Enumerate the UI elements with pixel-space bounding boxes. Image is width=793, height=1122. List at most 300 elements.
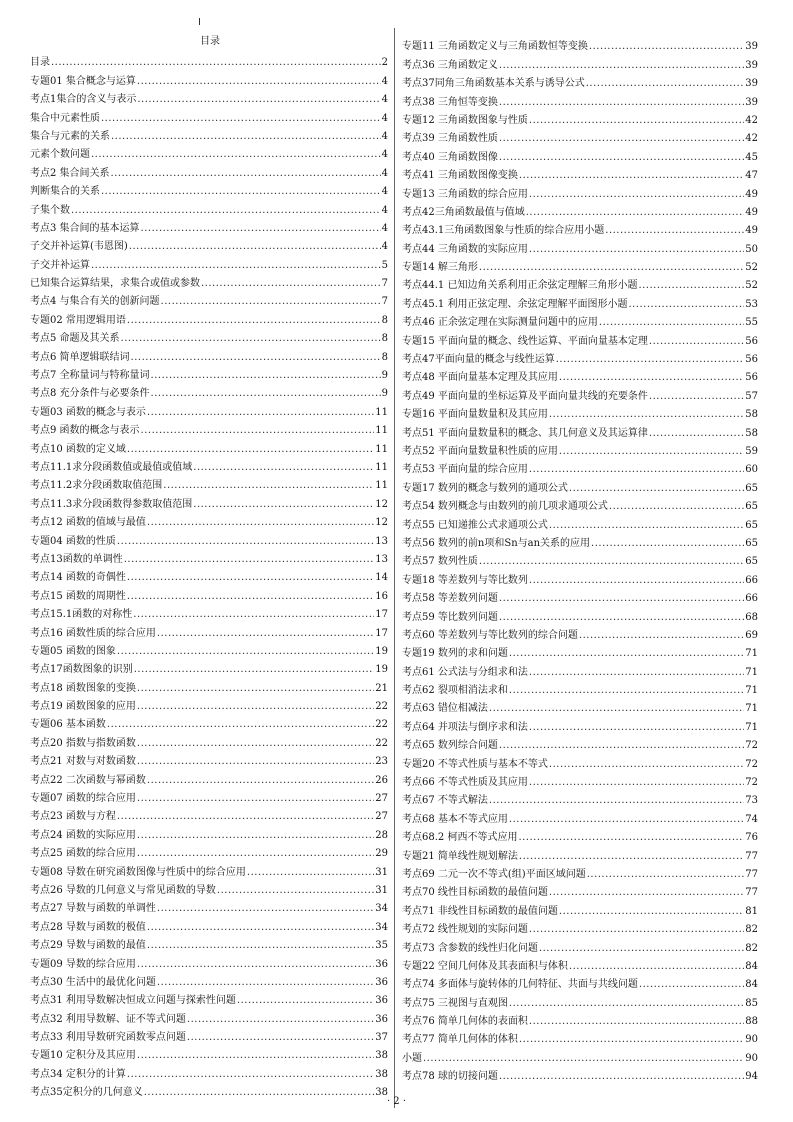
toc-entry-page: 27 [375, 811, 388, 823]
toc-entry[interactable] [402, 366, 758, 384]
toc-entry-title: 专题02 常用逻辑用语 [30, 314, 126, 326]
toc-entry-title: 考点33 利用导数研究函数零点问题 [30, 1032, 186, 1044]
toc-leader-dots [638, 280, 744, 292]
toc-entry[interactable] [30, 106, 388, 124]
toc-entry-title: 考点68.2 柯西不等式应用 [402, 832, 518, 844]
toc-entry[interactable] [402, 624, 758, 642]
toc-entry-title: 考点31 利用导数解决恒成立问题与探索性问题 [30, 995, 236, 1007]
toc-entry[interactable] [30, 492, 388, 510]
toc-entry[interactable] [402, 991, 758, 1009]
toc-entry-title: 考点30 生活中的最优化问题 [30, 976, 156, 988]
toc-entry[interactable] [30, 437, 388, 455]
toc-leader-dots [117, 646, 374, 658]
toc-entry-title: 考点3 集合间的基本运算 [30, 222, 140, 234]
toc-entry-page: 21 [375, 682, 388, 694]
header-mark [199, 18, 200, 25]
toc-entry[interactable] [30, 400, 388, 418]
toc-entry[interactable] [402, 1010, 758, 1028]
toc-leader-dots [187, 1014, 374, 1026]
toc-entry-page: 4 [381, 186, 388, 198]
toc-leader-dots [605, 225, 744, 237]
toc-leader-dots [499, 1071, 744, 1083]
toc-entry-page: 4 [381, 167, 388, 179]
toc-leader-dots [127, 1069, 374, 1081]
toc-entry-title: 考点63 错位相减法 [402, 703, 488, 715]
toc-entry-page: 42 [745, 114, 758, 126]
toc-entry-page: 65 [745, 501, 758, 513]
toc-entry-title: 专题13 三角函数的综合应用 [402, 188, 528, 200]
toc-entry[interactable] [30, 879, 388, 897]
toc-entry-page: 17 [375, 609, 388, 621]
toc-entry-title: 专题17 数列的概念与数列的通项公式 [402, 482, 568, 494]
toc-entry[interactable] [30, 327, 388, 345]
toc-entry[interactable] [402, 201, 758, 219]
toc-entry-title: 考点7 全称量词与特称量词 [30, 370, 150, 382]
toc-entry[interactable] [30, 768, 388, 786]
toc-leader-dots [529, 924, 744, 936]
toc-entry-title: 考点46 正余弦定理在实际测量问题中的应用 [402, 317, 598, 329]
toc-entry-page: 39 [745, 96, 758, 108]
toc-leader-dots [157, 977, 374, 989]
toc-entry[interactable] [30, 897, 388, 915]
toc-entry-title: 考点16 函数性质的综合应用 [30, 627, 156, 639]
toc-leader-dots [589, 41, 744, 53]
toc-entry[interactable] [402, 53, 758, 71]
toc-entry[interactable] [402, 826, 758, 844]
toc-entry-page: 8 [381, 351, 388, 363]
toc-entry[interactable] [30, 308, 388, 326]
toc-entry[interactable] [30, 640, 388, 658]
toc-entry[interactable] [402, 219, 758, 237]
toc-entry[interactable] [30, 180, 388, 198]
toc-entry-title: 专题01 集合概念与运算 [30, 75, 136, 87]
toc-entry-title: 考点27 导数与函数的单调性 [30, 903, 156, 915]
toc-entry-page: 4 [381, 204, 388, 216]
toc-entry[interactable] [402, 734, 758, 752]
toc-entry-title: 考点58 等差数列问题 [402, 593, 498, 605]
toc-entry[interactable] [402, 863, 758, 881]
toc-leader-dots [509, 814, 744, 826]
toc-entry[interactable] [30, 1062, 388, 1080]
toc-leader-dots [586, 78, 745, 90]
toc-entry[interactable] [402, 605, 758, 623]
toc-entry[interactable] [402, 164, 758, 182]
toc-entry[interactable] [30, 217, 388, 235]
toc-entry-title: 考点37同角三角函数基本关系与诱导公式 [402, 78, 585, 90]
toc-leader-dots [529, 464, 744, 476]
toc-entry-title: 考点44 三角函数的实际应用 [402, 243, 528, 255]
toc-entry[interactable] [402, 35, 758, 53]
toc-leader-dots [499, 612, 744, 624]
toc-entry-title: 考点72 线性规划的实际问题 [402, 924, 528, 936]
toc-entry[interactable] [402, 1065, 758, 1083]
toc-entry[interactable] [402, 955, 758, 973]
toc-entry-page: 45 [745, 151, 758, 163]
toc-leader-dots [579, 630, 744, 642]
toc-entry[interactable] [402, 421, 758, 439]
toc-entry[interactable] [402, 844, 758, 862]
toc-entry-page: 77 [745, 887, 758, 899]
toc-entry-page: 34 [375, 921, 388, 933]
toc-entry[interactable] [402, 587, 758, 605]
toc-entry-title: 考点78 球的切接问题 [402, 1071, 498, 1083]
toc-entry[interactable] [30, 88, 388, 106]
toc-entry-title: 集合与元素的关系 [30, 130, 110, 142]
toc-leader-dots [124, 554, 375, 566]
toc-entry[interactable] [402, 90, 758, 108]
toc-entry[interactable] [402, 973, 758, 991]
toc-entry[interactable] [402, 109, 758, 127]
toc-leader-dots [479, 262, 744, 274]
toc-entry-title: 考点55 已知递推公式求通项公式 [402, 519, 548, 531]
toc-entry[interactable] [30, 419, 388, 437]
toc-entry-page: 65 [745, 556, 758, 568]
toc-entry[interactable] [402, 660, 758, 678]
toc-leader-dots [201, 278, 381, 290]
toc-entry-page: 4 [381, 130, 388, 142]
toc-entry-title: 专题21 简单线性规划解法 [402, 850, 518, 862]
toc-entry[interactable] [402, 292, 758, 310]
toc-entry[interactable] [30, 603, 388, 621]
toc-leader-dots [147, 517, 374, 529]
toc-entry[interactable] [402, 679, 758, 697]
toc-leader-dots [529, 244, 744, 256]
toc-entry[interactable] [30, 695, 388, 713]
toc-entry-page: 11 [375, 425, 388, 437]
toc-leader-dots [147, 922, 374, 934]
toc-entry-page: 2 [381, 57, 388, 69]
toc-leader-dots [147, 407, 374, 419]
toc-entry-page: 11 [375, 461, 388, 473]
toc-entry[interactable] [30, 805, 388, 823]
toc-entry-page: 22 [375, 701, 388, 713]
toc-entry-page: 71 [745, 685, 758, 697]
toc-leader-dots [519, 851, 744, 863]
toc-entry-title: 子交并补运算(韦恩图) [30, 241, 128, 253]
toc-leader-dots [193, 499, 374, 511]
toc-leader-dots [137, 959, 374, 971]
toc-entry-title: 子集个数 [30, 204, 70, 216]
toc-entry[interactable] [30, 842, 388, 860]
toc-leader-dots [127, 315, 381, 327]
toc-left-column [30, 51, 388, 1099]
toc-entry[interactable] [402, 440, 758, 458]
toc-entry-page: 19 [375, 645, 388, 657]
toc-leader-dots [529, 189, 744, 201]
toc-leader-dots [137, 756, 374, 768]
toc-leader-dots [187, 1032, 374, 1044]
toc-entry-page: 36 [375, 958, 388, 970]
toc-entry[interactable] [30, 345, 388, 363]
toc-entry-title: 考点43.1三角函数图象与性质的综合应用小题 [402, 225, 605, 237]
toc-entry[interactable] [402, 145, 758, 163]
toc-entry-page: 14 [375, 572, 388, 584]
toc-entry-title: 考点69 二元一次不等式(组)平面区域问题 [402, 868, 586, 880]
toc-leader-dots [137, 1050, 374, 1062]
toc-entry[interactable] [402, 384, 758, 402]
toc-entry-page: 88 [745, 1016, 758, 1028]
toc-entry[interactable] [402, 495, 758, 513]
toc-entry-title: 考点15.1函数的对称性 [30, 609, 133, 621]
toc-leader-dots [519, 1034, 744, 1046]
toc-entry-page: 8 [381, 314, 388, 326]
toc-entry[interactable] [30, 934, 388, 952]
toc-right-column [402, 35, 758, 1083]
toc-leader-dots [157, 903, 374, 915]
toc-entry-title: 考点35定积分的几何意义 [30, 1087, 143, 1099]
toc-entry[interactable] [402, 348, 758, 366]
toc-leader-dots [489, 795, 744, 807]
toc-leader-dots [137, 94, 380, 106]
toc-entry[interactable] [402, 329, 758, 347]
toc-entry-title: 考点19 函数图象的应用 [30, 701, 136, 713]
toc-entry-page: 82 [745, 924, 758, 936]
toc-entry-page: 58 [745, 409, 758, 421]
toc-entry[interactable] [30, 125, 388, 143]
toc-entry-page: 56 [745, 335, 758, 347]
toc-leader-dots [529, 115, 744, 127]
toc-entry[interactable] [402, 1028, 758, 1046]
toc-entry-title: 考点11.3求分段函数得参数取值范围 [30, 498, 193, 510]
toc-entry-title: 考点77 简单几何体的体积 [402, 1034, 518, 1046]
toc-entry[interactable] [30, 1007, 388, 1025]
toc-entry-title: 考点25 函数的综合应用 [30, 848, 136, 860]
toc-entry[interactable] [30, 915, 388, 933]
toc-entry[interactable] [402, 697, 758, 715]
toc-entry[interactable] [30, 750, 388, 768]
toc-leader-dots [549, 520, 744, 532]
toc-entry[interactable] [402, 899, 758, 917]
toc-entry[interactable] [30, 1044, 388, 1062]
toc-entry[interactable] [30, 272, 388, 290]
toc-entry-page: 72 [745, 777, 758, 789]
toc-entry-page: 4 [381, 94, 388, 106]
toc-leader-dots [91, 260, 381, 272]
toc-entry[interactable] [30, 971, 388, 989]
toc-entry[interactable] [30, 235, 388, 253]
toc-entry-title: 专题07 函数的综合应用 [30, 793, 136, 805]
toc-entry-page: 7 [381, 296, 388, 308]
toc-entry-title: 考点9 函数的概念与表示 [30, 425, 140, 437]
toc-entry-page: 13 [375, 553, 388, 565]
toc-entry-page: 53 [745, 298, 758, 310]
toc-entry-title: 专题04 函数的性质 [30, 535, 116, 547]
toc-leader-dots [137, 738, 374, 750]
toc-entry-page: 4 [381, 112, 388, 124]
toc-entry[interactable] [30, 69, 388, 87]
toc-entry-title: 考点65 数列综合问题 [402, 740, 498, 752]
toc-entry[interactable] [402, 936, 758, 954]
toc-leader-dots [127, 572, 374, 584]
toc-entry[interactable] [30, 290, 388, 308]
toc-entry[interactable] [30, 823, 388, 841]
toc-entry-page: 77 [745, 868, 758, 880]
toc-entry[interactable] [30, 566, 388, 584]
toc-leader-dots [587, 869, 745, 881]
toc-leader-dots [499, 97, 744, 109]
toc-leader-dots [649, 391, 744, 403]
toc-entry-page: 49 [745, 206, 758, 218]
toc-leader-dots [127, 444, 374, 456]
toc-leader-dots [237, 995, 374, 1007]
toc-entry-title: 考点64 并项法与倒序求和法 [402, 721, 528, 733]
toc-entry-title: 专题18 等差数列与等比数列 [402, 574, 528, 586]
toc-entry[interactable] [30, 51, 388, 69]
toc-entry-page: 35 [375, 940, 388, 952]
toc-entry[interactable] [402, 72, 758, 90]
toc-entry[interactable] [30, 989, 388, 1007]
toc-entry[interactable] [30, 456, 388, 474]
toc-entry[interactable] [402, 237, 758, 255]
toc-entry[interactable] [402, 752, 758, 770]
toc-entry-title: 考点53 平面向量的综合应用 [402, 464, 528, 476]
toc-entry-title: 考点42三角函数最值与值域 [402, 206, 525, 218]
toc-entry-page: 58 [745, 427, 758, 439]
toc-entry-title: 考点11.2求分段函数取值范围 [30, 480, 163, 492]
toc-entry[interactable] [402, 918, 758, 936]
toc-leader-dots [556, 354, 745, 366]
toc-entry-page: 11 [375, 480, 388, 492]
toc-entry-page: 42 [745, 133, 758, 145]
toc-entry-title: 考点5 命题及其关系 [30, 333, 120, 345]
toc-entry-title: 考点66 不等式性质及其应用 [402, 777, 528, 789]
toc-entry-page: 49 [745, 188, 758, 200]
toc-entry-title: 考点34 定积分的计算 [30, 1068, 126, 1080]
toc-entry[interactable] [402, 642, 758, 660]
toc-entry[interactable] [402, 715, 758, 733]
toc-entry-title: 考点57 数列性质 [402, 556, 478, 568]
toc-entry-page: 81 [745, 905, 758, 917]
toc-entry-page: 27 [375, 793, 388, 805]
toc-entry-title: 考点44.1 已知边角关系利用正余弦定理解三角形小题 [402, 280, 638, 292]
toc-entry-title: 考点76 简单几何体的表面积 [402, 1016, 528, 1028]
toc-entry-title: 考点48 平面向量基本定理及其应用 [402, 372, 558, 384]
toc-entry-title: 考点67 不等式解法 [402, 795, 488, 807]
toc-leader-dots [549, 409, 744, 421]
toc-entry-title: 专题22 空间几何体及其表面积与体积 [402, 960, 568, 972]
toc-entry[interactable] [402, 1046, 758, 1064]
toc-leader-dots [134, 664, 375, 676]
toc-entry[interactable] [30, 713, 388, 731]
toc-leader-dots [193, 462, 374, 474]
toc-entry-title: 考点4 与集合有关的创新问题 [30, 296, 160, 308]
toc-entry-title: 已知集合运算结果，求集合或值或参数 [30, 278, 200, 290]
toc-entry-page: 4 [381, 149, 388, 161]
toc-entry[interactable] [402, 311, 758, 329]
toc-entry[interactable] [30, 787, 388, 805]
toc-entry-title: 考点41 三角函数图像变换 [402, 170, 518, 182]
toc-entry[interactable] [402, 513, 758, 531]
toc-entry-page: 56 [745, 372, 758, 384]
toc-entry[interactable] [30, 474, 388, 492]
toc-entry-title: 考点71 非线性目标函数的最值问题 [402, 905, 558, 917]
toc-entry[interactable] [402, 807, 758, 825]
toc-leader-dots [499, 593, 744, 605]
toc-leader-dots [137, 76, 381, 88]
toc-entry[interactable] [30, 143, 388, 161]
toc-entry-page: 66 [745, 593, 758, 605]
toc-entry[interactable] [30, 198, 388, 216]
toc-leader-dots [423, 1053, 744, 1065]
toc-leader-dots [127, 591, 374, 603]
toc-entry[interactable] [402, 568, 758, 586]
toc-entry-page: 11 [375, 443, 388, 455]
toc-entry-title: 考点73 含参数的线性归化问题 [402, 942, 538, 954]
toc-entry-page: 69 [745, 629, 758, 641]
toc-entry-page: 31 [375, 866, 388, 878]
toc-entry[interactable] [30, 253, 388, 271]
toc-leader-dots [569, 961, 744, 973]
toc-entry[interactable] [30, 621, 388, 639]
toc-entry[interactable] [402, 476, 758, 494]
toc-entry-title: 集合中元素性质 [30, 112, 100, 124]
toc-entry[interactable] [30, 382, 388, 400]
toc-entry-title: 考点21 对数与对数函数 [30, 756, 136, 768]
toc-entry-page: 38 [375, 1087, 388, 1099]
toc-entry-title: 专题19 数列的求和问题 [402, 648, 508, 660]
toc-entry-page: 71 [745, 666, 758, 678]
toc-entry[interactable] [402, 256, 758, 274]
toc-entry[interactable] [402, 789, 758, 807]
toc-entry[interactable] [30, 511, 388, 529]
toc-entry[interactable] [402, 182, 758, 200]
toc-leader-dots [131, 352, 381, 364]
toc-entry[interactable] [30, 952, 388, 970]
toc-entry[interactable] [30, 676, 388, 694]
toc-entry-page: 29 [375, 848, 388, 860]
toc-entry[interactable] [30, 658, 388, 676]
toc-entry-title: 小题 [402, 1052, 422, 1064]
toc-entry[interactable] [30, 584, 388, 602]
toc-entry[interactable] [30, 860, 388, 878]
toc-entry-title: 专题08 导数在研究函数图像与性质中的综合应用 [30, 866, 246, 878]
toc-leader-dots [539, 943, 744, 955]
toc-entry[interactable] [30, 548, 388, 566]
toc-entry[interactable] [402, 274, 758, 292]
toc-entry[interactable] [402, 881, 758, 899]
toc-entry-page: 52 [745, 280, 758, 292]
toc-entry[interactable] [30, 529, 388, 547]
toc-entry-title: 考点75 三视图与直观图 [402, 997, 508, 1009]
toc-entry[interactable] [30, 364, 388, 382]
toc-entry-title: 子交并补运算 [30, 259, 90, 271]
toc-leader-dots [649, 428, 744, 440]
toc-entry-page: 36 [375, 976, 388, 988]
toc-entry-page: 7 [381, 278, 388, 290]
toc-entry-page: 85 [745, 997, 758, 1009]
toc-entry[interactable] [402, 550, 758, 568]
toc-entry-title: 考点13函数的单调性 [30, 553, 123, 565]
toc-entry[interactable] [402, 403, 758, 421]
toc-entry[interactable] [402, 458, 758, 476]
toc-entry-title: 考点14 函数的奇偶性 [30, 572, 126, 584]
toc-leader-dots [549, 759, 744, 771]
toc-entry-page: 84 [745, 960, 758, 972]
toc-entry-title: 考点6 简单逻辑联结词 [30, 351, 130, 363]
toc-leader-dots [117, 536, 374, 548]
toc-entry-page: 71 [745, 648, 758, 660]
toc-leader-dots [526, 207, 745, 219]
toc-entry[interactable] [402, 532, 758, 550]
toc-entry[interactable] [30, 1026, 388, 1044]
toc-entry[interactable] [402, 127, 758, 145]
toc-entry[interactable] [30, 731, 388, 749]
toc-entry[interactable] [402, 771, 758, 789]
toc-entry-title: 专题14 解三角形 [402, 262, 478, 274]
toc-entry[interactable] [30, 161, 388, 179]
toc-leader-dots [151, 388, 381, 400]
toc-leader-dots [137, 793, 374, 805]
